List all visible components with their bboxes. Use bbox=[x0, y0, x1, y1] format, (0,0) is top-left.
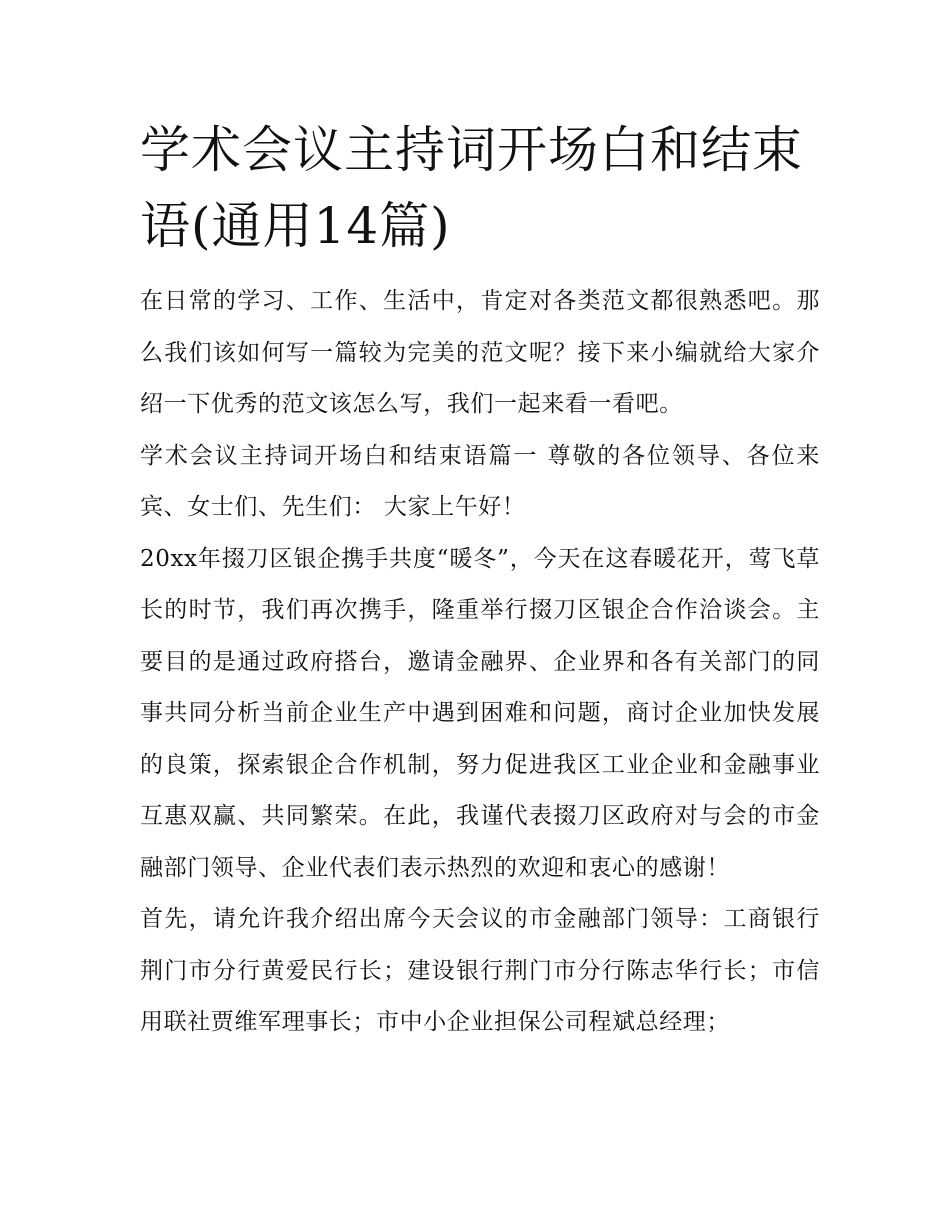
speech-paragraph: 20xx年掇刀区银企携手共度“暖冬”，今天在这春暖花开，莺飞草长的时节，我们再次携手，隆重举行掇刀区银企合作洽谈会。主要目的是通过政府搭台，邀请金融界、企业界和各有关部门的同事共同分析当前企业生产中遇到困难和问题，商讨企业加快发展的良策，探索银企合作机制，努力促进我区工业企业和金融事业互惠双赢、共同繁荣。在此，我谨代表掇刀区政府对与会的市金融部门领导、企业代表们表示热烈的欢迎和衷心的感谢！ bbox=[140, 545, 820, 881]
document-body bbox=[140, 276, 820, 1049]
section-heading-paragraph: 学术会议主持词开场白和结束语篇一 尊敬的各位领导、各位来宾、女士们、先生们： 大家上午好！ bbox=[140, 442, 820, 520]
intro-paragraph: 在日常的学习、工作、生活中，肯定对各类范文都很熟悉吧。那么我们该如何写一篇较为完美的范文呢？接下来小编就给大家介绍一下优秀的范文该怎么写，我们一起来看一看吧。 bbox=[140, 288, 820, 417]
guest-introduction-paragraph: 首先，请允许我介绍出席今天会议的市金融部门领导：工商银行荆门市分行黄爱民行长；建设银行荆门市分行陈志华行长；市信用联社贾维军理事长；市中小企业担保公司程斌总经理； bbox=[140, 906, 820, 1035]
document-title: 学术会议主持词开场白和结束语(通用14篇) bbox=[140, 121, 803, 255]
